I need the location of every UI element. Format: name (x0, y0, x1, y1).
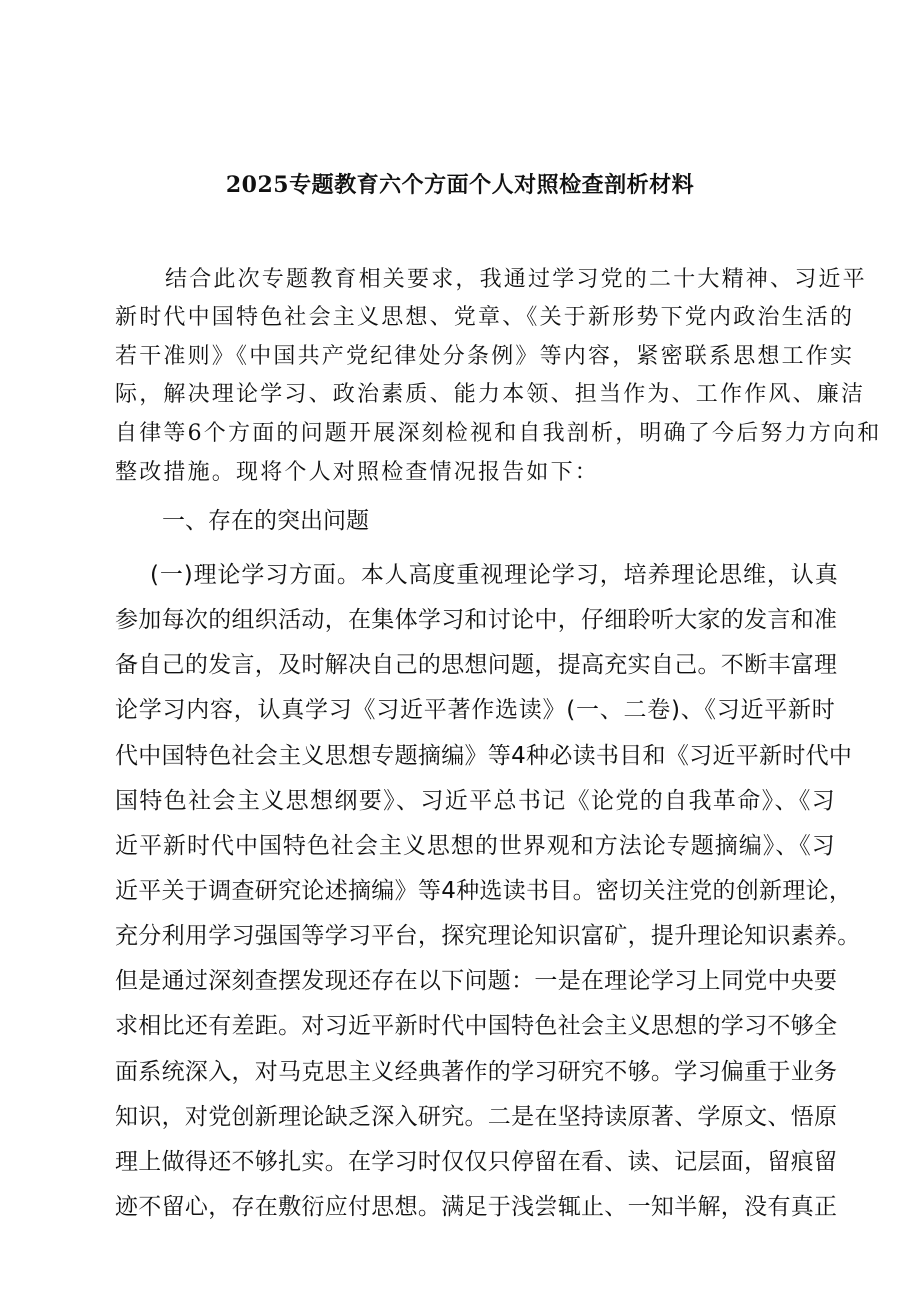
intro-line: 自律等6个方面的问题开展深刻检视和自我剖析，明确了今后努力方向和 (115, 421, 882, 446)
body-line: 知识，对党创新理论缺乏深入研究。二是在坚持读原著、学原文、悟原 (115, 1104, 838, 1130)
body-line: (一)理论学习方面。本人高度重视理论学习，培养理论思维，认真 (150, 562, 838, 588)
body-line: 近平新时代中国特色社会主义思想的世界观和方法论专题摘编》、《习 (115, 833, 835, 859)
intro-line: 结合此次专题教育相关要求，我通过学习党的二十大精神、习近平 (165, 267, 867, 292)
intro-line: 整改措施。现将个人对照检查情况报告如下： (115, 460, 600, 485)
section-heading: 一、存在的突出问题 (162, 508, 369, 534)
body-line: 理上做得还不够扎实。在学习时仅仅只停留在看、读、记层面，留痕留 (115, 1149, 838, 1175)
body-line: 参加每次的组织活动，在集体学习和讨论中，仔细聆听大家的发言和准 (115, 607, 838, 633)
intro-line: 新时代中国特色社会主义思想、党章、《关于新形势下党内政治生活的 (115, 305, 855, 330)
body-line: 备自己的发言，及时解决自己的思想问题，提高充实自己。不断丰富理 (115, 652, 838, 678)
body-line: 面系统深入，对马克思主义经典著作的学习研究不够。学习偏重于业务 (115, 1059, 838, 1085)
body-line: 国特色社会主义思想纲要》、习近平总书记《论党的自我革命》、《习 (115, 788, 835, 814)
body-line: 代中国特色社会主义思想专题摘编》等4种必读书目和《习近平新时代中 (115, 743, 853, 769)
body-line: 迹不留心，存在敷衍应付思想。满足于浅尝辄止、一知半解，没有真正 (115, 1194, 838, 1220)
body-line: 论学习内容，认真学习《习近平著作选读》(一、二卷)、《习近平新时 (115, 697, 835, 723)
intro-line: 若干准则》《中国共产党纪律处分条例》等内容，紧密联系思想工作实 (115, 344, 855, 369)
intro-line: 际，解决理论学习、政治素质、能力本领、担当作为、工作作风、廉洁 (115, 382, 866, 407)
body-line: 近平关于调查研究论述摘编》等4种选读书目。密切关注党的创新理论， (115, 878, 853, 904)
body-line: 充分利用学习强国等学习平台，探究理论知识富矿，提升理论知识素养。 (115, 923, 861, 949)
body-line: 求相比还有差距。对习近平新时代中国特色社会主义思想的学习不够全 (115, 1013, 838, 1039)
body-line: 但是通过深刻查摆发现还存在以下问题：一是在理论学习上同党中央要 (115, 968, 838, 994)
document-title: 2025专题教育六个方面个人对照检查剖析材料 (225, 172, 695, 198)
